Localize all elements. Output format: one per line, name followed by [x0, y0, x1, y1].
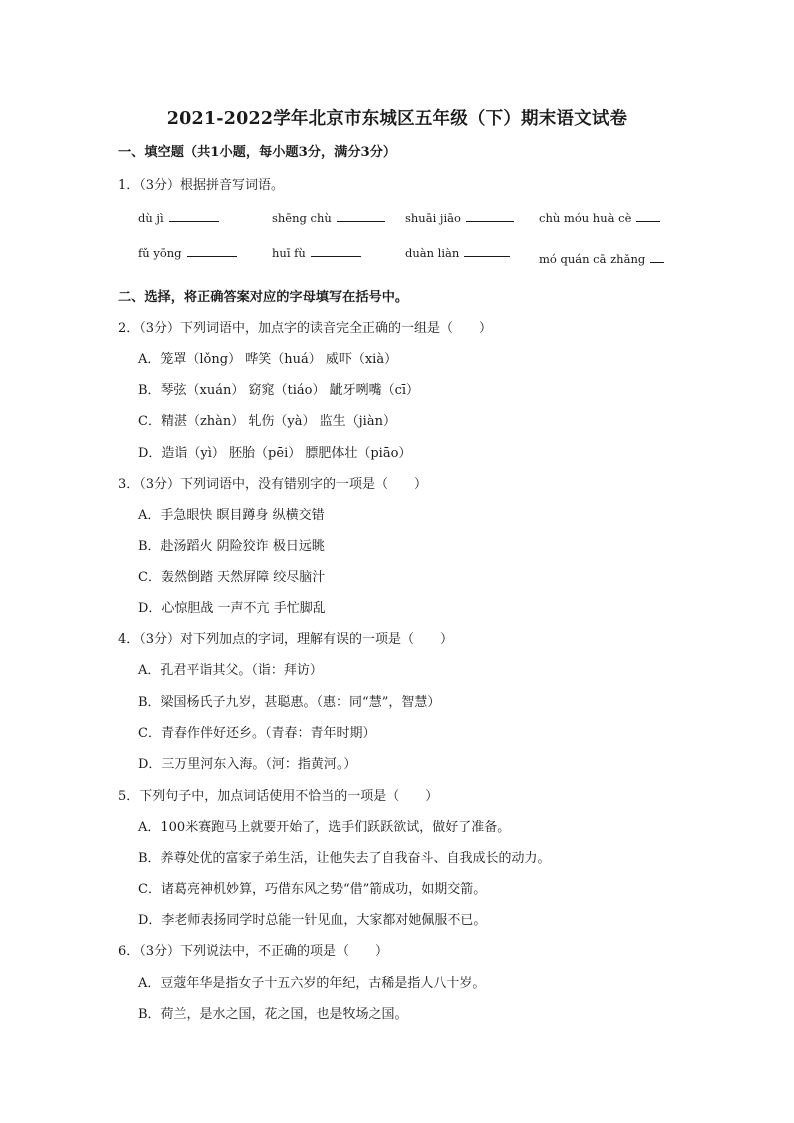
pinyin-text: shuāi jiāo — [405, 211, 461, 225]
answer-blank[interactable] — [464, 245, 510, 257]
question-3-option-b: B．赴汤蹈火 阴险狡诈 极日远眺 — [138, 539, 325, 554]
pinyin-item — [272, 210, 385, 226]
question-4-option-d: D．三万里河东入海。（河：指黄河。） — [138, 757, 357, 772]
question-3-option-d: D．心惊胆战 一声不亢 手忙脚乱 — [138, 601, 326, 616]
answer-blank[interactable] — [187, 245, 237, 257]
question-2-option-d: D．造诣（yì） 胚胎（pēi） 膘肥体壮（piāo） — [138, 446, 412, 461]
question-4-option-c: C．青春作伴好还乡。（青春：青年时期） — [138, 726, 376, 741]
pinyin-item — [405, 245, 510, 261]
question-5-stem: 5．下列句子中，加点词话使用不恰当的一项是（ ） — [118, 789, 439, 804]
answer-blank[interactable] — [311, 245, 361, 257]
question-5-option-d: D．李老师表扬同学时总能一针见血，大家都对她佩服不已。 — [138, 913, 487, 928]
pinyin-text: huī fù — [272, 246, 306, 260]
pinyin-text: chù móu huà cè — [539, 211, 632, 225]
question-3-stem: 3．（3分）下列词语中，没有错别字的一项是（ ） — [118, 477, 428, 492]
pinyin-text: mó quán cā zhǎng — [539, 252, 646, 266]
pinyin-text: shēng chù — [272, 211, 332, 225]
question-6-stem: 6．（3分）下列说法中，不正确的项是（ ） — [118, 944, 389, 959]
section-1-heading: 一、填空题（共1小题，每小题3分，满分3分） — [118, 145, 397, 160]
question-5-option-b: B．养尊处优的富家子弟生活，让他失去了自我奋斗、自我成长的动力。 — [138, 851, 551, 866]
pinyin-text: dù jì — [138, 211, 164, 225]
question-2-option-c: C．精湛（zhàn） 轧伤（yà） 监生（jiàn） — [138, 414, 396, 429]
pinyin-text: duàn liàn — [405, 246, 460, 260]
question-4-option-b: B．梁国杨氏子九岁，甚聪惠。（惠：同“慧”，智慧） — [138, 695, 441, 710]
pinyin-item — [138, 245, 237, 261]
answer-blank[interactable] — [466, 210, 514, 222]
question-5-option-a: A．100米赛跑马上就要开始了，选手们跃跃欲试，做好了准备。 — [138, 820, 511, 835]
question-4-stem: 4．（3分）对下列加点的字词，理解有误的一项是（ ） — [118, 632, 454, 647]
question-3-option-c: C．轰然倒踏 天然屏障 绞尽脑汁 — [138, 570, 326, 585]
pinyin-item — [405, 210, 514, 226]
question-2-option-a: A．笼罩（lǒng） 哗笑（huá） 威吓（xià） — [138, 352, 398, 367]
question-3-option-a: A．手急眼快 瞑目蹲身 纵横交错 — [138, 508, 325, 523]
question-4-option-a: A．孔君平诣其父。（诣：拜访） — [138, 663, 323, 678]
pinyin-item — [138, 210, 219, 226]
answer-blank[interactable] — [337, 210, 385, 222]
exam-title: 2021-2022学年北京市东城区五年级（下）期末语文试卷 — [166, 109, 628, 129]
answer-blank[interactable] — [650, 251, 664, 263]
pinyin-text: fǔ yōng — [138, 246, 182, 260]
answer-blank[interactable] — [169, 210, 219, 222]
question-2-option-b: B．琴弦（xuán） 窈窕（tiáo） 龇牙咧嘴（cī） — [138, 383, 420, 398]
question-6-option-b: B．荷兰，是水之国，花之国，也是牧场之国。 — [138, 1007, 408, 1022]
section-2-heading: 二、选择，将正确答案对应的字母填写在括号中。 — [118, 290, 409, 305]
pinyin-item — [539, 210, 660, 226]
answer-blank[interactable] — [636, 210, 660, 222]
question-6-option-a: A．豆蔻年华是指女子十五六岁的年纪，古稀是指人八十岁。 — [138, 976, 486, 991]
question-1-stem: 1．（3分）根据拼音写词语。 — [118, 178, 285, 193]
pinyin-item — [272, 245, 361, 261]
question-5-option-c: C．诸葛亮神机妙算，巧借东风之势“借”箭成功，如期交箭。 — [138, 882, 487, 897]
pinyin-item — [539, 251, 664, 267]
question-2-stem: 2．（3分）下列词语中，加点字的读音完全正确的一组是（ ） — [118, 321, 493, 336]
